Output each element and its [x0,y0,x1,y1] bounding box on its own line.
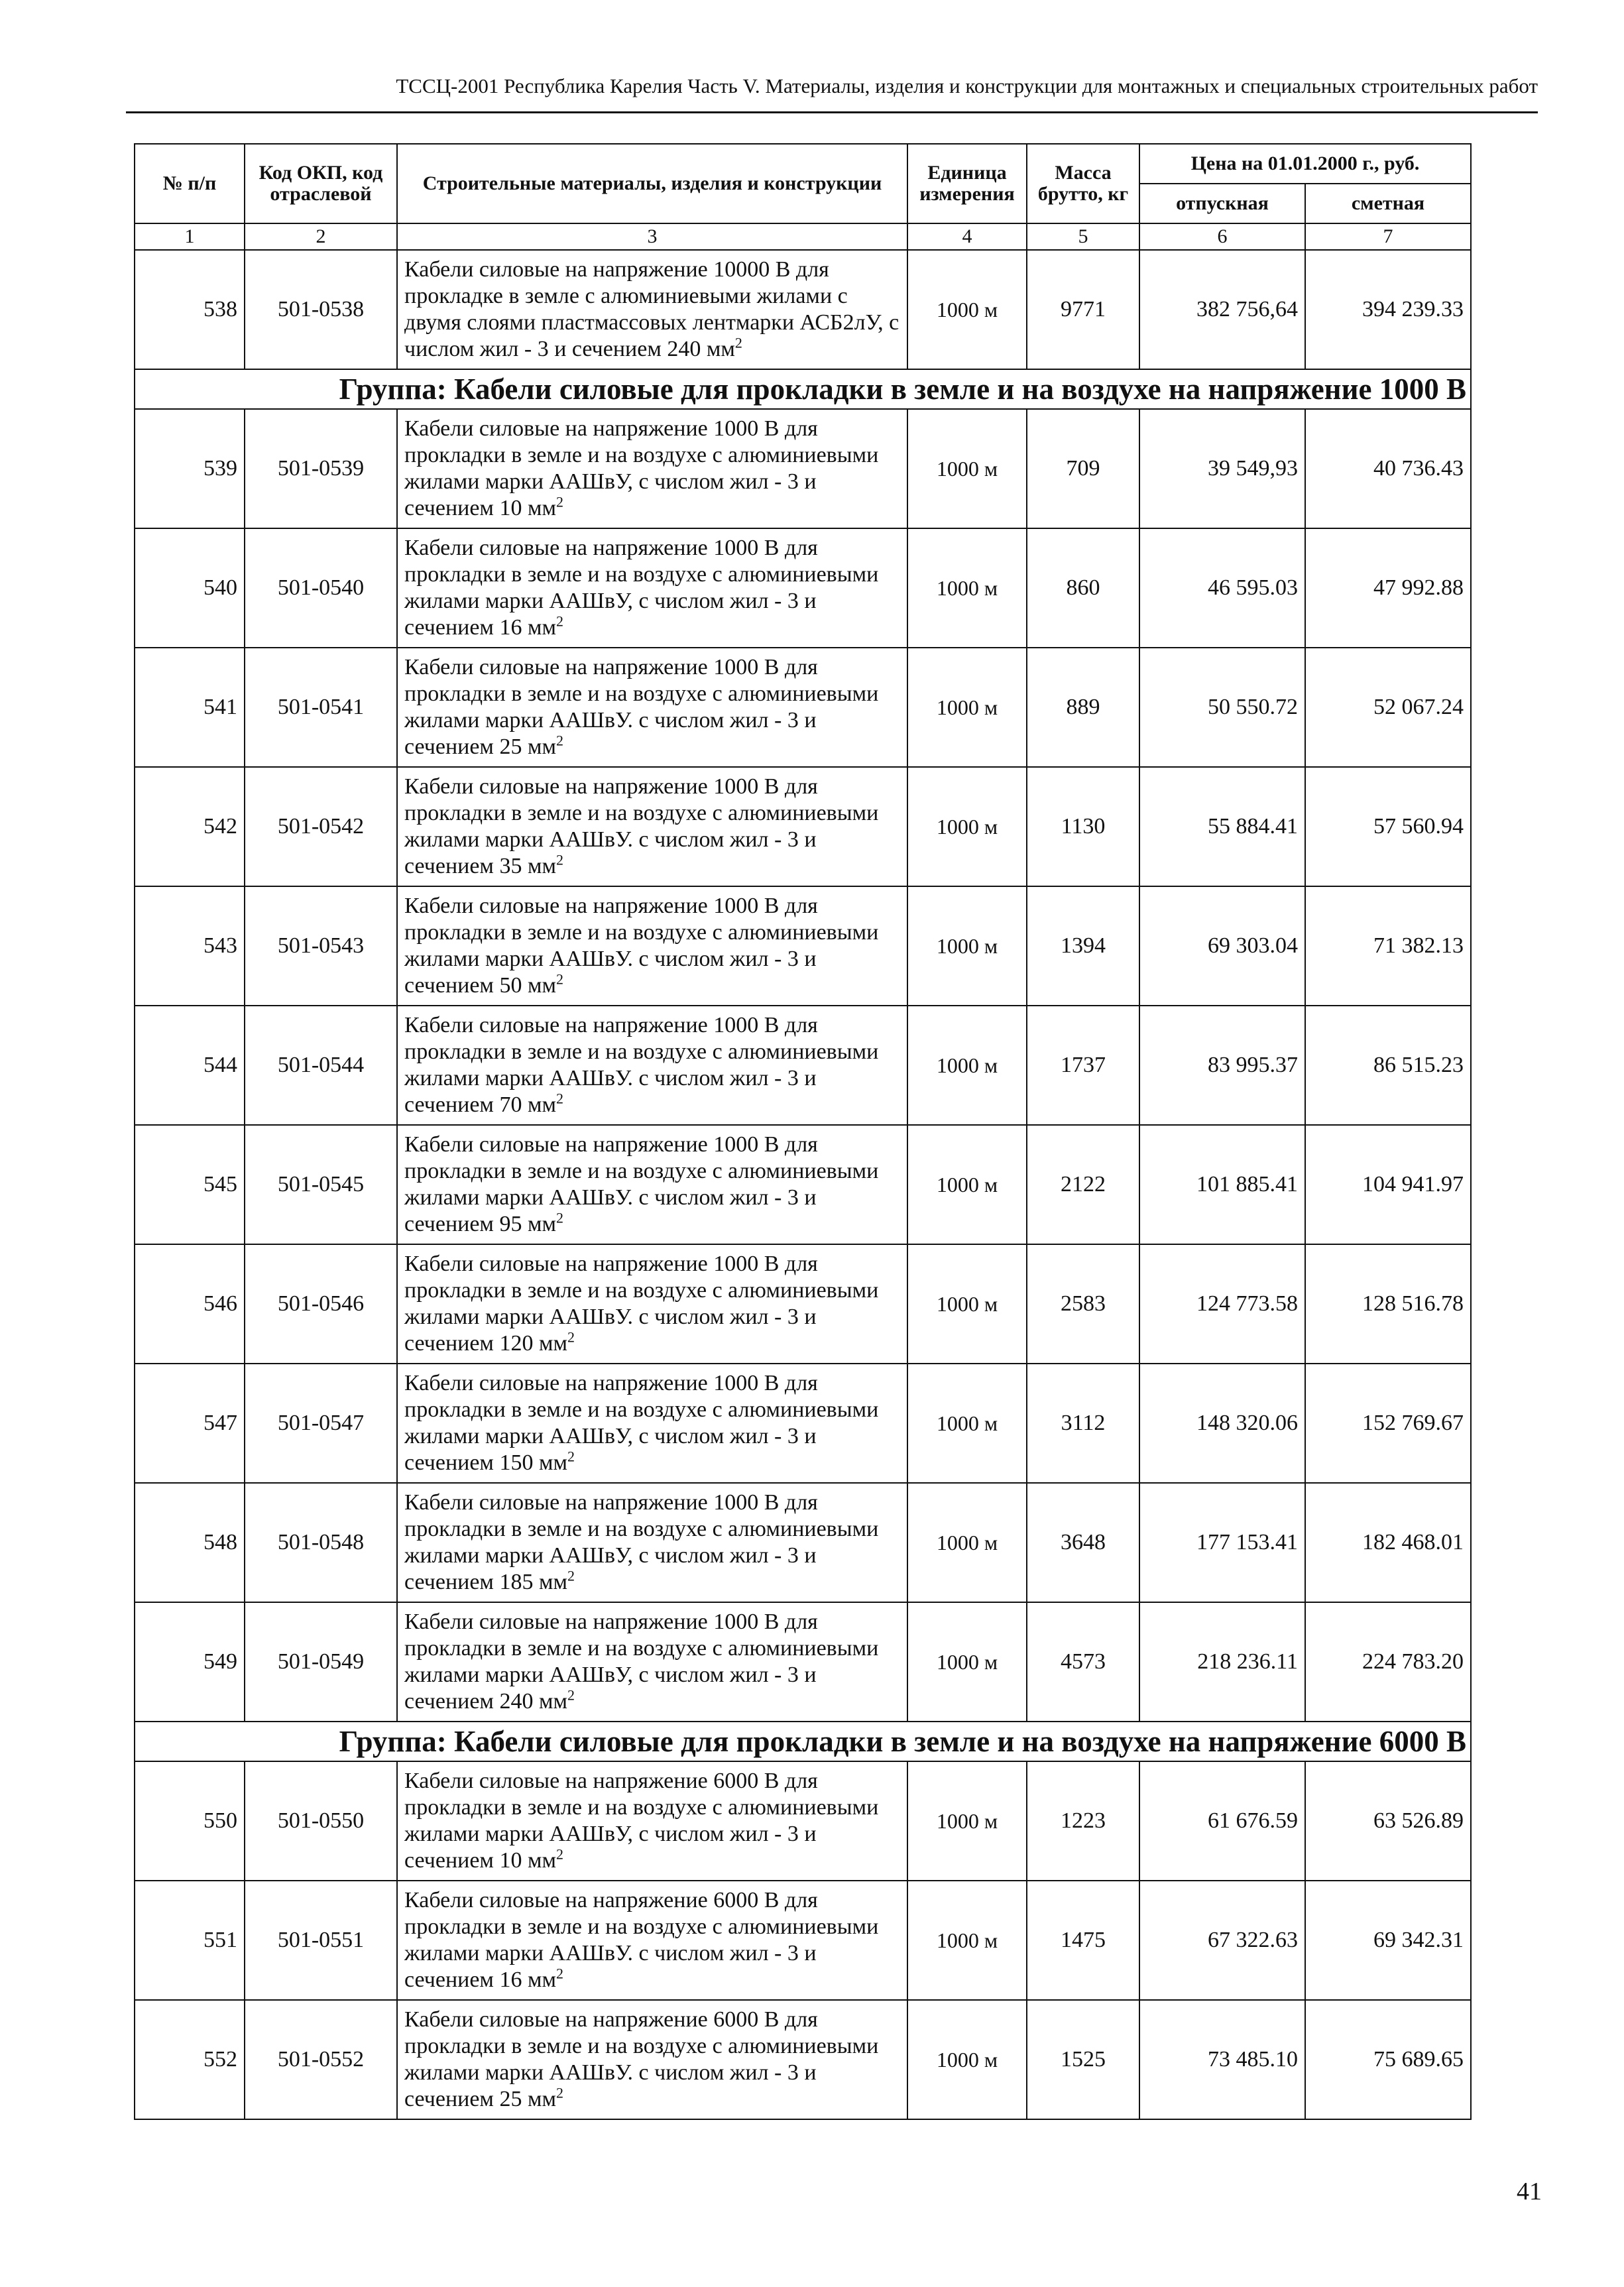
row-description [397,1244,907,1364]
row-mass: 1525 [1027,2000,1139,2119]
row-description [397,1125,907,1244]
row-code: 501-0551 [245,1881,397,2000]
table-row [135,528,1471,648]
row-description [397,250,907,369]
column-index-row [135,223,1471,250]
row-release-price: 83 995.37 [1139,1006,1305,1125]
row-code: 501-0552 [245,2000,397,2119]
row-code: 501-0545 [245,1125,397,1244]
row-estimate-price: 57 560.94 [1305,767,1471,886]
row-unit: 1000 м [907,250,1027,369]
table-row [135,886,1471,1006]
row-mass: 1130 [1027,767,1139,886]
column-index: 5 [1027,223,1139,250]
table-row [135,250,1471,369]
row-number: 552 [135,2000,245,2119]
row-unit: 1000 м [907,1483,1027,1602]
row-code: 501-0538 [245,250,397,369]
superscript-exponent: 2 [555,493,563,510]
row-release-price: 177 153.41 [1139,1483,1305,1602]
row-mass: 3648 [1027,1483,1139,1602]
row-estimate-price: 128 516.78 [1305,1244,1471,1364]
row-unit: 1000 м [907,1125,1027,1244]
row-description [397,1483,907,1602]
row-code: 501-0550 [245,1761,397,1881]
row-mass: 860 [1027,528,1139,648]
row-description [397,1602,907,1722]
row-description [397,648,907,767]
row-unit: 1000 м [907,767,1027,886]
row-estimate-price: 394 239.33 [1305,250,1471,369]
superscript-exponent: 2 [567,1567,575,1584]
superscript-exponent: 2 [555,851,563,868]
row-mass: 4573 [1027,1602,1139,1722]
row-estimate-price: 104 941.97 [1305,1125,1471,1244]
row-description-text: Кабели силовые на напряжение 6000 В для прокладки в земле и на воздухе с алюминиевыми жилами марки ААШвУ. с числом жил - 3 и сечением 25 мм [404,2007,879,2111]
row-description [397,1006,907,1125]
row-description-text: Кабели силовые на напряжение 6000 В для прокладки в земле и на воздухе с алюминиевыми жилами марки ААШвУ, с числом жил - 3 и сечением 10 мм [404,1769,879,1873]
row-unit: 1000 м [907,528,1027,648]
row-description-text: Кабели силовые на напряжение 1000 В для прокладки в земле и на воздухе с алюминиевыми жилами марки ААШвУ. с числом жил - 3 и сечением 25 мм [404,655,879,759]
row-release-price: 124 773.58 [1139,1244,1305,1364]
table-row [135,648,1471,767]
table-row [135,1244,1471,1364]
row-description-text: Кабели силовые на напряжение 6000 В для прокладки в земле и на воздухе с алюминиевыми жилами марки ААШвУ. с числом жил - 3 и сечением 16 мм [404,1888,879,1992]
row-estimate-price: 71 382.13 [1305,886,1471,1006]
row-number: 541 [135,648,245,767]
row-number: 543 [135,886,245,1006]
row-unit: 1000 м [907,1006,1027,1125]
superscript-exponent: 2 [555,1846,563,1863]
superscript-exponent: 2 [555,970,563,988]
row-description-text: Кабели силовые на напряжение 1000 В для прокладки в земле и на воздухе с алюминиевыми жилами марки ААШвУ. с числом жил - 3 и сечением 35 мм [404,774,879,878]
column-index: 1 [135,223,245,250]
row-estimate-price: 63 526.89 [1305,1761,1471,1881]
superscript-exponent: 2 [555,2084,563,2101]
superscript-exponent: 2 [555,732,563,749]
superscript-exponent: 2 [555,1209,563,1226]
price-table [134,143,1472,2120]
row-mass: 9771 [1027,250,1139,369]
row-estimate-price: 86 515.23 [1305,1006,1471,1125]
row-unit: 1000 м [907,648,1027,767]
col-header-name: Строительные материалы, изделия и конструкции [397,144,907,223]
row-release-price: 39 549,93 [1139,409,1305,528]
row-description [397,1761,907,1881]
row-release-price: 73 485.10 [1139,2000,1305,2119]
row-description-text: Кабели силовые на напряжение 1000 В для прокладки в земле и на воздухе с алюминиевыми жилами марки ААШвУ, с числом жил - 3 и сечением 185 мм [404,1490,879,1594]
superscript-exponent: 2 [555,1965,563,1982]
row-code: 501-0549 [245,1602,397,1722]
group-header-row [135,1722,1471,1761]
row-description-text: Кабели силовые на напряжение 1000 В для прокладки в земле и на воздухе с алюминиевыми жилами марки ААШвУ. с числом жил - 3 и сечением 95 мм [404,1132,879,1236]
col-header-code: Код ОКП, код отраслевой [245,144,397,223]
row-release-price: 148 320.06 [1139,1364,1305,1483]
row-description-text: Кабели силовые на напряжение 1000 В для прокладки в земле и на воздухе с алюминиевыми жилами марки ААШвУ, с числом жил - 3 и сечением 16 мм [404,536,879,640]
row-number: 542 [135,767,245,886]
table-row [135,2000,1471,2119]
row-description [397,2000,907,2119]
row-code: 501-0541 [245,648,397,767]
group-title: Группа: Кабели силовые для прокладки в земле и на воздухе на напряжение 1000 В [135,369,1471,409]
row-description [397,886,907,1006]
row-unit: 1000 м [907,1244,1027,1364]
row-number: 540 [135,528,245,648]
row-description-text: Кабели силовые на напряжение 1000 В для прокладки в земле и на воздухе с алюминиевыми жилами марки ААШвУ. с числом жил - 3 и сечением 50 мм [404,894,879,998]
col-header-mass: Масса брутто, кг [1027,144,1139,223]
row-release-price: 382 756,64 [1139,250,1305,369]
group-title: Группа: Кабели силовые для прокладки в земле и на воздухе на напряжение 6000 В [135,1722,1471,1761]
superscript-exponent: 2 [567,1328,575,1346]
superscript-exponent: 2 [567,1686,575,1704]
row-unit: 1000 м [907,886,1027,1006]
row-description [397,528,907,648]
row-number: 546 [135,1244,245,1364]
header-rule [126,111,1538,113]
column-index: 2 [245,223,397,250]
row-code: 501-0547 [245,1364,397,1483]
row-description-text: Кабели силовые на напряжение 1000 В для прокладки в земле и на воздухе с алюминиевыми жилами марки ААШвУ. с числом жил - 3 и сечением 70 мм [404,1013,879,1117]
column-index: 7 [1305,223,1471,250]
row-unit: 1000 м [907,2000,1027,2119]
row-code: 501-0540 [245,528,397,648]
row-code: 501-0548 [245,1483,397,1602]
table-row [135,1881,1471,2000]
table-row [135,1602,1471,1722]
row-number: 551 [135,1881,245,2000]
table-row [135,1006,1471,1125]
superscript-exponent: 2 [555,613,563,630]
row-release-price: 50 550.72 [1139,648,1305,767]
column-index: 4 [907,223,1027,250]
row-description [397,1364,907,1483]
row-number: 545 [135,1125,245,1244]
row-release-price: 67 322.63 [1139,1881,1305,2000]
row-description-text: Кабели силовые на напряжение 10000 В для прокладке в земле с алюминиевыми жилами с двумя слоями пластмассовых лентмарки АСБ2лУ, с числом жил - 3 и сечением 240 мм [404,257,899,361]
column-index: 6 [1139,223,1305,250]
row-number: 544 [135,1006,245,1125]
row-unit: 1000 м [907,1602,1027,1722]
table-body [135,250,1471,2119]
row-description-text: Кабели силовые на напряжение 1000 В для прокладки в земле и на воздухе с алюминиевыми жилами марки ААШвУ, с числом жил - 3 и сечением 150 мм [404,1371,879,1475]
row-code: 501-0539 [245,409,397,528]
row-code: 501-0544 [245,1006,397,1125]
row-mass: 889 [1027,648,1139,767]
page-number: 41 [1517,2178,1542,2205]
row-code: 501-0546 [245,1244,397,1364]
row-mass: 1394 [1027,886,1139,1006]
row-release-price: 55 884.41 [1139,767,1305,886]
row-description [397,409,907,528]
table-row [135,1364,1471,1483]
row-estimate-price: 75 689.65 [1305,2000,1471,2119]
row-mass: 1223 [1027,1761,1139,1881]
row-code: 501-0543 [245,886,397,1006]
row-number: 549 [135,1602,245,1722]
row-unit: 1000 м [907,1364,1027,1483]
row-description-text: Кабели силовые на напряжение 1000 В для прокладки в земле и на воздухе с алюминиевыми жилами марки ААШвУ, с числом жил - 3 и сечением 10 мм [404,416,879,520]
row-estimate-price: 47 992.88 [1305,528,1471,648]
row-number: 538 [135,250,245,369]
row-description [397,767,907,886]
row-mass: 709 [1027,409,1139,528]
column-index: 3 [397,223,907,250]
table-row [135,1125,1471,1244]
document-header: ТССЦ-2001 Республика Карелия Часть V. Материалы, изделия и конструкции для монтажных и специальных строительных работ [396,74,1538,97]
row-estimate-price: 152 769.67 [1305,1364,1471,1483]
row-mass: 1737 [1027,1006,1139,1125]
col-header-price-group: Цена на 01.01.2000 г., руб. [1139,144,1471,184]
table-row [135,1761,1471,1881]
row-estimate-price: 182 468.01 [1305,1483,1471,1602]
superscript-exponent: 2 [555,1090,563,1107]
row-mass: 3112 [1027,1364,1139,1483]
table-row [135,409,1471,528]
row-release-price: 69 303.04 [1139,886,1305,1006]
row-mass: 2583 [1027,1244,1139,1364]
row-mass: 1475 [1027,1881,1139,2000]
row-release-price: 61 676.59 [1139,1761,1305,1881]
row-unit: 1000 м [907,409,1027,528]
row-description-text: Кабели силовые на напряжение 1000 В для прокладки в земле и на воздухе с алюминиевыми жилами марки ААШвУ, с числом жил - 3 и сечением 240 мм [404,1610,879,1714]
row-mass: 2122 [1027,1125,1139,1244]
row-estimate-price: 69 342.31 [1305,1881,1471,2000]
row-number: 550 [135,1761,245,1881]
row-code: 501-0542 [245,767,397,886]
col-header-estimate-price: сметная [1305,184,1471,223]
row-release-price: 101 885.41 [1139,1125,1305,1244]
row-estimate-price: 224 783.20 [1305,1602,1471,1722]
col-header-release-price: отпускная [1139,184,1305,223]
row-number: 547 [135,1364,245,1483]
col-header-unit: Единица измерения [907,144,1027,223]
col-header-num: № п/п [135,144,245,223]
table-row [135,767,1471,886]
row-unit: 1000 м [907,1761,1027,1881]
superscript-exponent: 2 [734,334,742,351]
row-description-text: Кабели силовые на напряжение 1000 В для прокладки в земле и на воздухе с алюминиевыми жилами марки ААШвУ. с числом жил - 3 и сечением 120 мм [404,1252,879,1356]
row-estimate-price: 52 067.24 [1305,648,1471,767]
row-unit: 1000 м [907,1881,1027,2000]
row-release-price: 46 595.03 [1139,528,1305,648]
row-description [397,1881,907,2000]
superscript-exponent: 2 [567,1448,575,1465]
row-number: 548 [135,1483,245,1602]
row-release-price: 218 236.11 [1139,1602,1305,1722]
table-row [135,1483,1471,1602]
row-number: 539 [135,409,245,528]
group-header-row [135,369,1471,409]
row-estimate-price: 40 736.43 [1305,409,1471,528]
